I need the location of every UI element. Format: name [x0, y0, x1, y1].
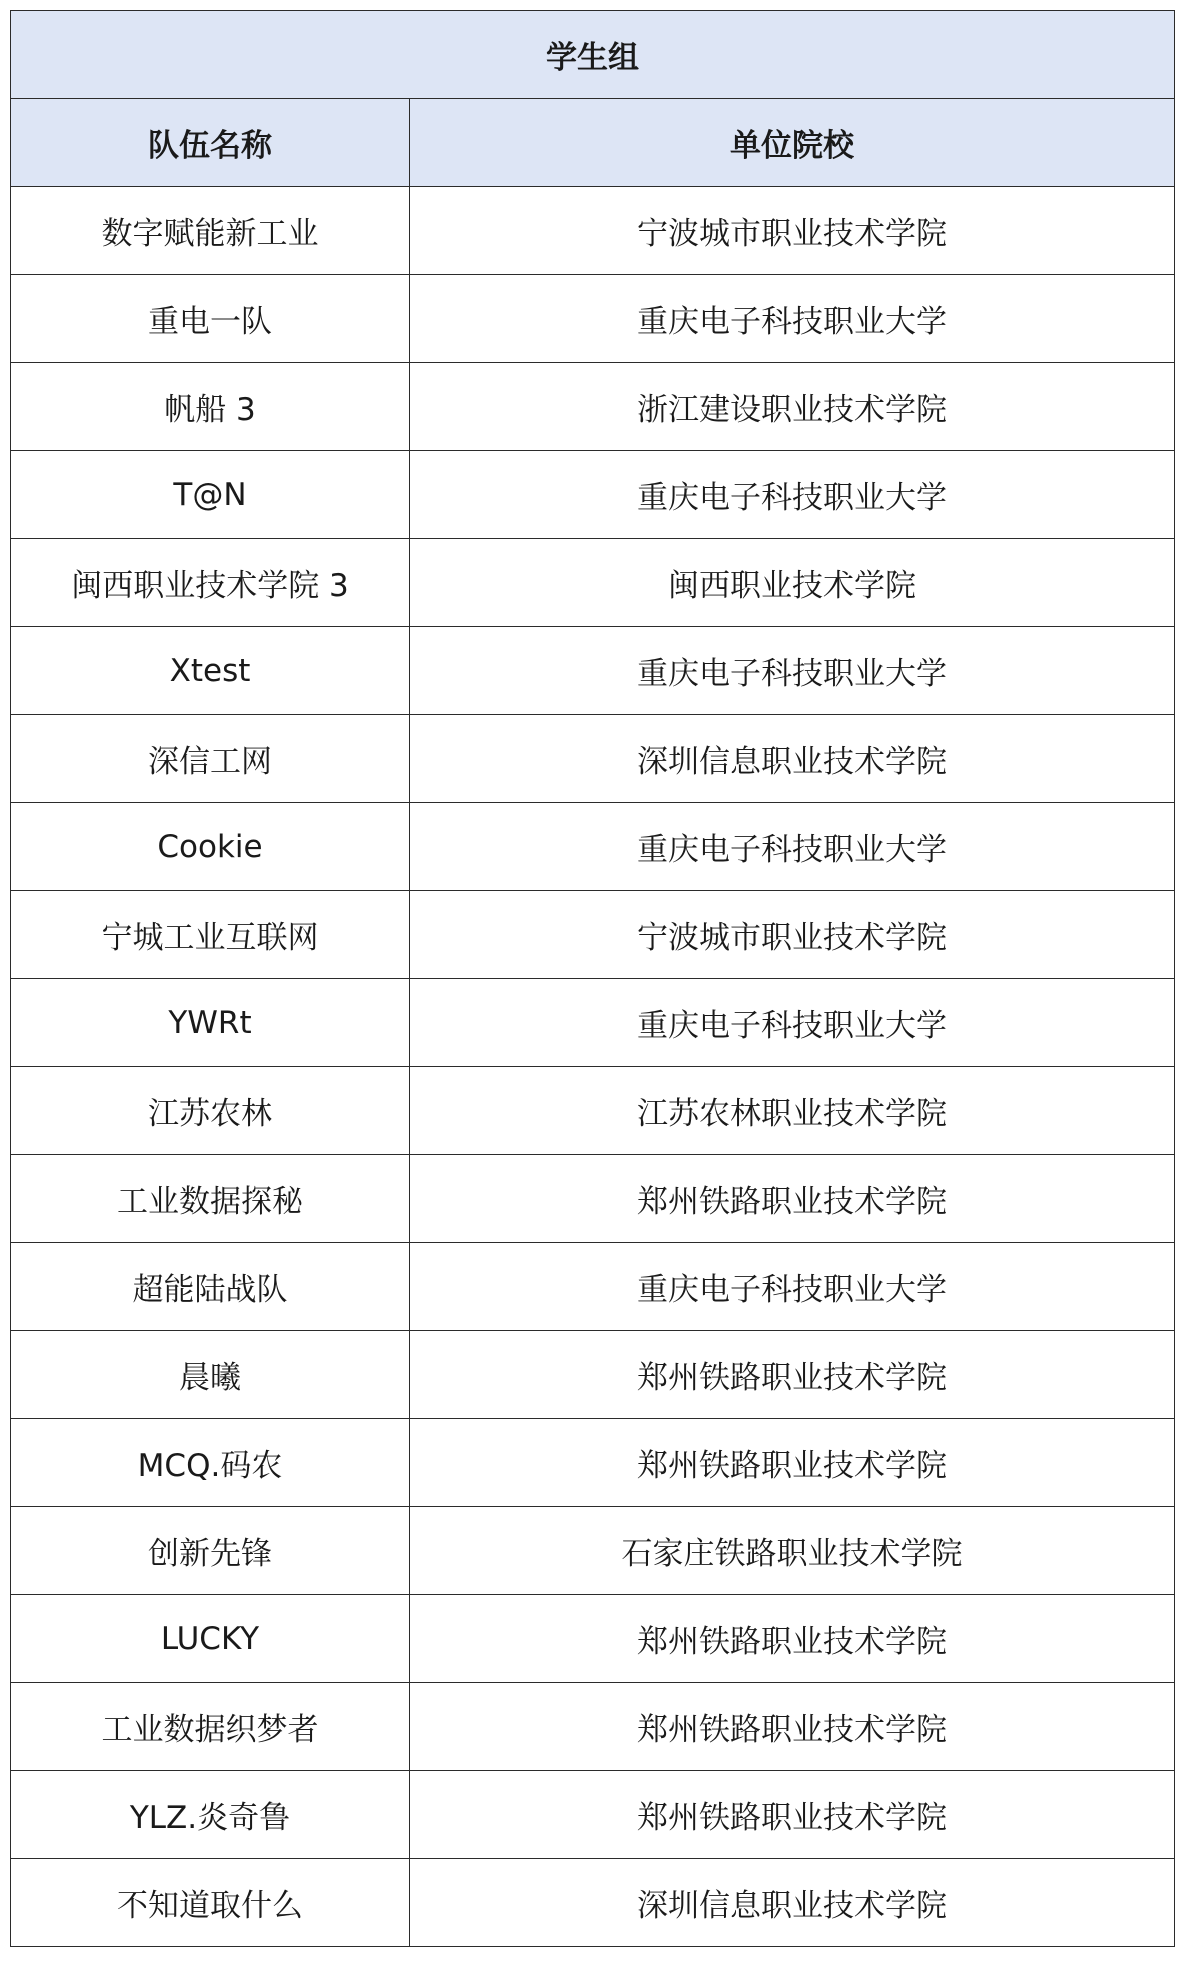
team-name-cell: 数字赋能新工业: [11, 187, 410, 275]
table-row: [11, 1243, 1175, 1331]
table-row: [11, 1155, 1175, 1243]
team-name-cell: Cookie: [11, 803, 410, 891]
table-row: [11, 1859, 1175, 1947]
team-name-cell: 闽西职业技术学院 3: [11, 539, 410, 627]
school-name-cell: 石家庄铁路职业技术学院: [410, 1507, 1175, 1595]
school-name-cell: 宁波城市职业技术学院: [410, 891, 1175, 979]
table-title-row: [11, 11, 1175, 99]
team-name-cell: YWRt: [11, 979, 410, 1067]
table-row: [11, 803, 1175, 891]
table-row: [11, 363, 1175, 451]
school-name-cell: 郑州铁路职业技术学院: [410, 1595, 1175, 1683]
table-row: [11, 627, 1175, 715]
team-name-cell: 江苏农林: [11, 1067, 410, 1155]
table-row: [11, 1771, 1175, 1859]
table-row: [11, 187, 1175, 275]
team-name-cell: 深信工网: [11, 715, 410, 803]
team-name-cell: 超能陆战队: [11, 1243, 410, 1331]
table-row: [11, 1067, 1175, 1155]
school-name-cell: 闽西职业技术学院: [410, 539, 1175, 627]
school-name-cell: 重庆电子科技职业大学: [410, 451, 1175, 539]
school-name-cell: 重庆电子科技职业大学: [410, 1243, 1175, 1331]
school-name-cell: 郑州铁路职业技术学院: [410, 1331, 1175, 1419]
table-row: [11, 1683, 1175, 1771]
team-name-cell: 创新先锋: [11, 1507, 410, 1595]
team-name-cell: MCQ.码农: [11, 1419, 410, 1507]
column-header-school: 单位院校: [410, 99, 1175, 187]
school-name-cell: 深圳信息职业技术学院: [410, 1859, 1175, 1947]
table-row: [11, 539, 1175, 627]
column-header-team: 队伍名称: [11, 99, 410, 187]
table-row: [11, 1419, 1175, 1507]
table-row: [11, 1595, 1175, 1683]
school-name-cell: 重庆电子科技职业大学: [410, 803, 1175, 891]
table-row: [11, 979, 1175, 1067]
table-row: [11, 1331, 1175, 1419]
team-name-cell: 晨曦: [11, 1331, 410, 1419]
table-row: [11, 275, 1175, 363]
table-title: 学生组: [11, 11, 1175, 99]
school-name-cell: 深圳信息职业技术学院: [410, 715, 1175, 803]
school-name-cell: 重庆电子科技职业大学: [410, 275, 1175, 363]
table-body: [11, 187, 1175, 1947]
school-name-cell: 浙江建设职业技术学院: [410, 363, 1175, 451]
school-name-cell: 郑州铁路职业技术学院: [410, 1683, 1175, 1771]
school-name-cell: 郑州铁路职业技术学院: [410, 1419, 1175, 1507]
school-name-cell: 宁波城市职业技术学院: [410, 187, 1175, 275]
team-name-cell: YLZ.炎奇鲁: [11, 1771, 410, 1859]
team-name-cell: 不知道取什么: [11, 1859, 410, 1947]
table-row: [11, 891, 1175, 979]
team-name-cell: 重电一队: [11, 275, 410, 363]
team-name-cell: 工业数据织梦者: [11, 1683, 410, 1771]
school-name-cell: 郑州铁路职业技术学院: [410, 1771, 1175, 1859]
student-group-table: [10, 10, 1175, 1947]
table-row: [11, 1507, 1175, 1595]
team-name-cell: 帆船 3: [11, 363, 410, 451]
school-name-cell: 郑州铁路职业技术学院: [410, 1155, 1175, 1243]
team-name-cell: LUCKY: [11, 1595, 410, 1683]
school-name-cell: 重庆电子科技职业大学: [410, 979, 1175, 1067]
school-name-cell: 江苏农林职业技术学院: [410, 1067, 1175, 1155]
team-name-cell: 宁城工业互联网: [11, 891, 410, 979]
team-name-cell: 工业数据探秘: [11, 1155, 410, 1243]
team-name-cell: Xtest: [11, 627, 410, 715]
school-name-cell: 重庆电子科技职业大学: [410, 627, 1175, 715]
team-name-cell: T@N: [11, 451, 410, 539]
table-row: [11, 715, 1175, 803]
table-header-row: [11, 99, 1175, 187]
table-row: [11, 451, 1175, 539]
